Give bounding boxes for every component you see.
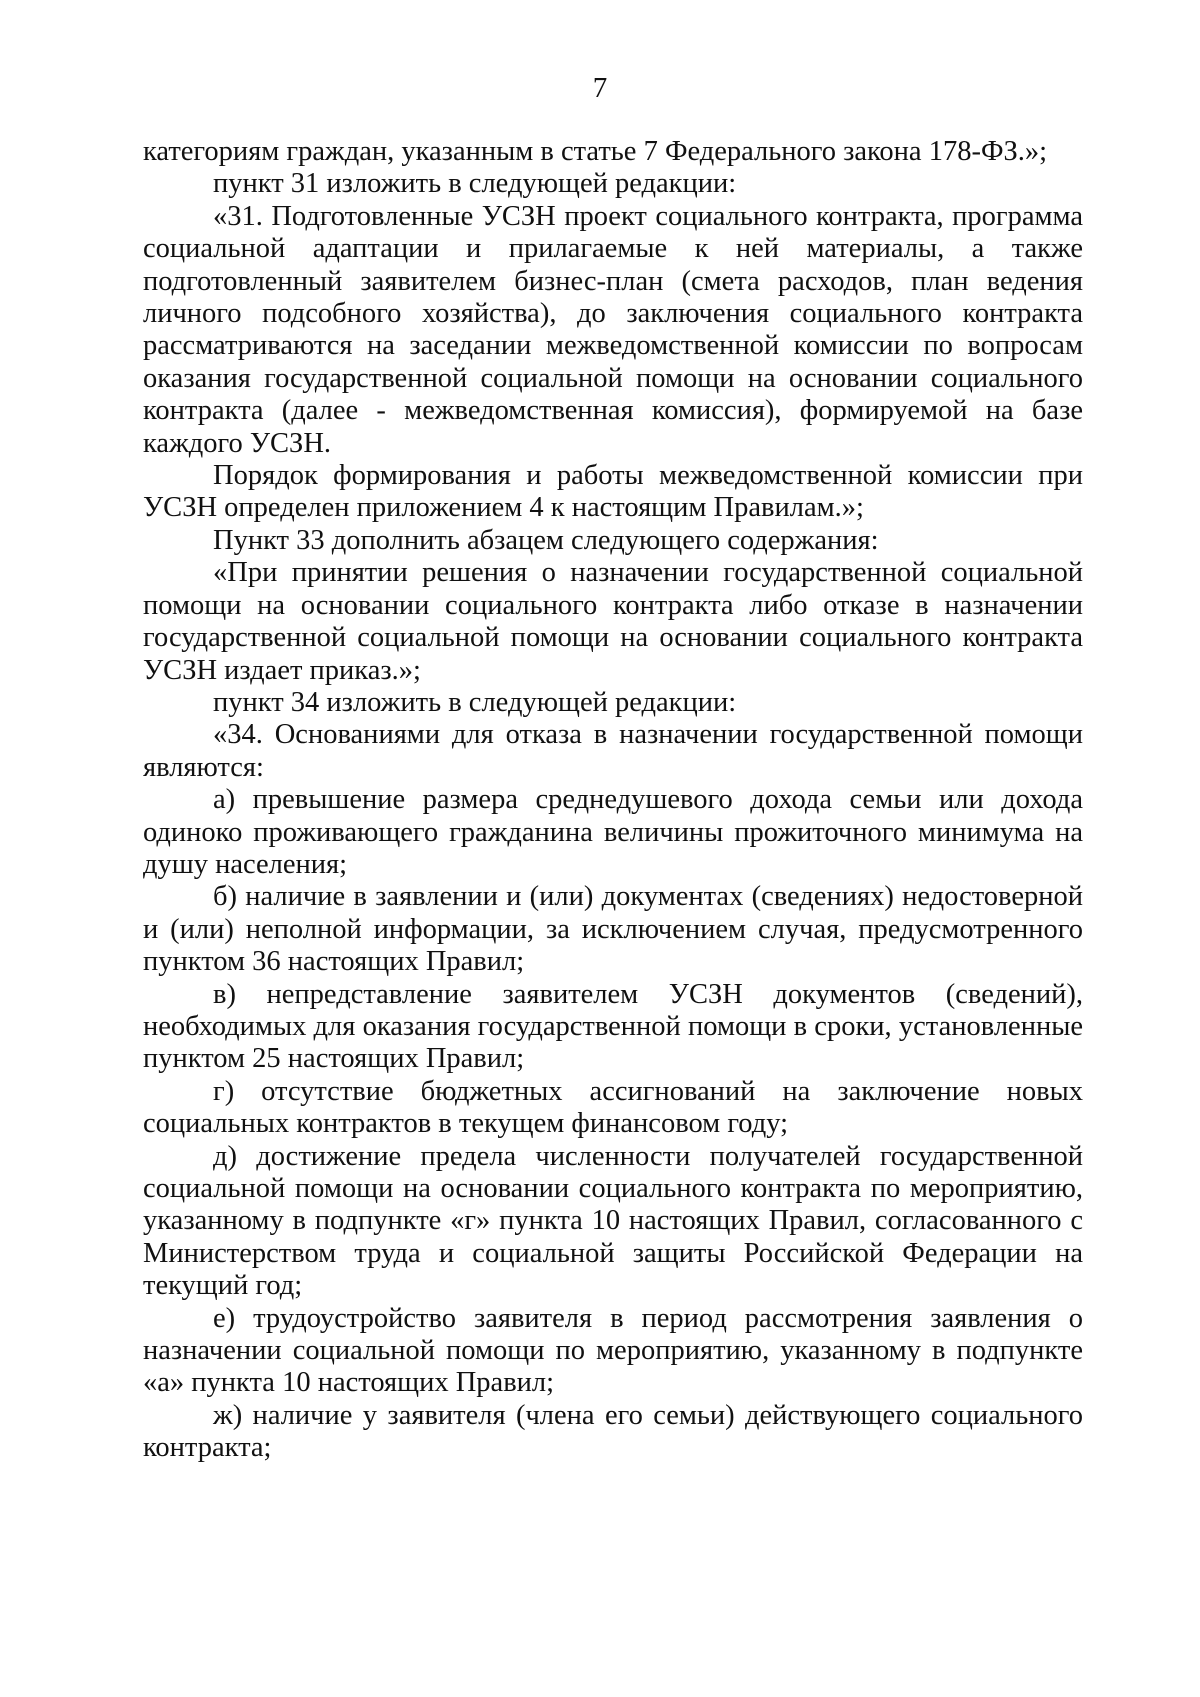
paragraph-item-33-intro: Пункт 33 дополнить абзацем следующего содержания: — [213, 524, 879, 556]
list-item-a: а) превышение размера среднедушевого дохода семьи или дохода одиноко проживающего гражданина величины прожиточного минимума на душу населения; — [143, 784, 1083, 880]
document-body — [143, 136, 1083, 1465]
list-item-v: в) непредставление заявителем УСЗН документов (сведений), необходимых для оказания государственной помощи в сроки, установленные пунктом 25 настоящих Правил; — [143, 978, 1083, 1075]
paragraph-item-33-text: «При принятии решения о назначении государственной социальной помощи на основании социального контракта либо отказе в назначении государственной социальной помощи на основании социального контракта УСЗН издает приказ.»; — [143, 557, 1083, 686]
list-item-e: е) трудоустройство заявителя в период рассмотрения заявления о назначении социальной помощи по мероприятию, указанному в подпункте «а» пункта 10 настоящих Правил; — [143, 1302, 1083, 1399]
list-item-d: д) достижение предела численности получателей государственной социальной помощи на основании социального контракта по мероприятию, указанному в подпункте «г» пункта 10 настоящих Правил, согласованного с Министерством труда и социальной защиты Российской Федерации на текущий год; — [143, 1140, 1083, 1302]
paragraph-item-34-intro: пункт 34 изложить в следующей редакции: — [213, 686, 737, 718]
paragraph-item-34-text: «34. Основаниями для отказа в назначении государственной помощи являются: — [143, 719, 1083, 783]
list-item-zh: ж) наличие у заявителя (члена его семьи) действующего социального контракта; — [143, 1399, 1083, 1464]
page-number: 7 — [592, 72, 608, 104]
list-item-g: г) отсутствие бюджетных ассигнований на заключение новых социальных контрактов в текущем финансовом году; — [143, 1075, 1083, 1140]
paragraph-item-31-intro: пункт 31 изложить в следующей редакции: — [213, 168, 737, 200]
paragraph-item-31-text: «31. Подготовленные УСЗН проект социального контракта, программа социальной адаптации и прилагаемые к ней материалы, а также подготовленный заявителем бизнес-план (смета расходов, план ведения личного подсобного хозяйства), до заключения социального контракта рассматриваются на заседании межведомственной комиссии по вопросам оказания государственной социальной помощи на основании социального контракта (далее - межведомственная комиссия), формируемой на базе каждого УСЗН. — [143, 200, 1083, 459]
paragraph-commission-order: Порядок формирования и работы межведомственной комиссии при УСЗН определен приложением 4 к настоящим Правилам.»; — [143, 460, 1083, 524]
list-item-b: б) наличие в заявлении и (или) документах (сведениях) недостоверной и (или) неполной информации, за исключением случая, предусмотренного пунктом 36 настоящих Правил; — [143, 881, 1083, 978]
paragraph-continuation: категориям граждан, указанным в статье 7 Федерального закона 178-ФЗ.»; — [143, 136, 1048, 167]
